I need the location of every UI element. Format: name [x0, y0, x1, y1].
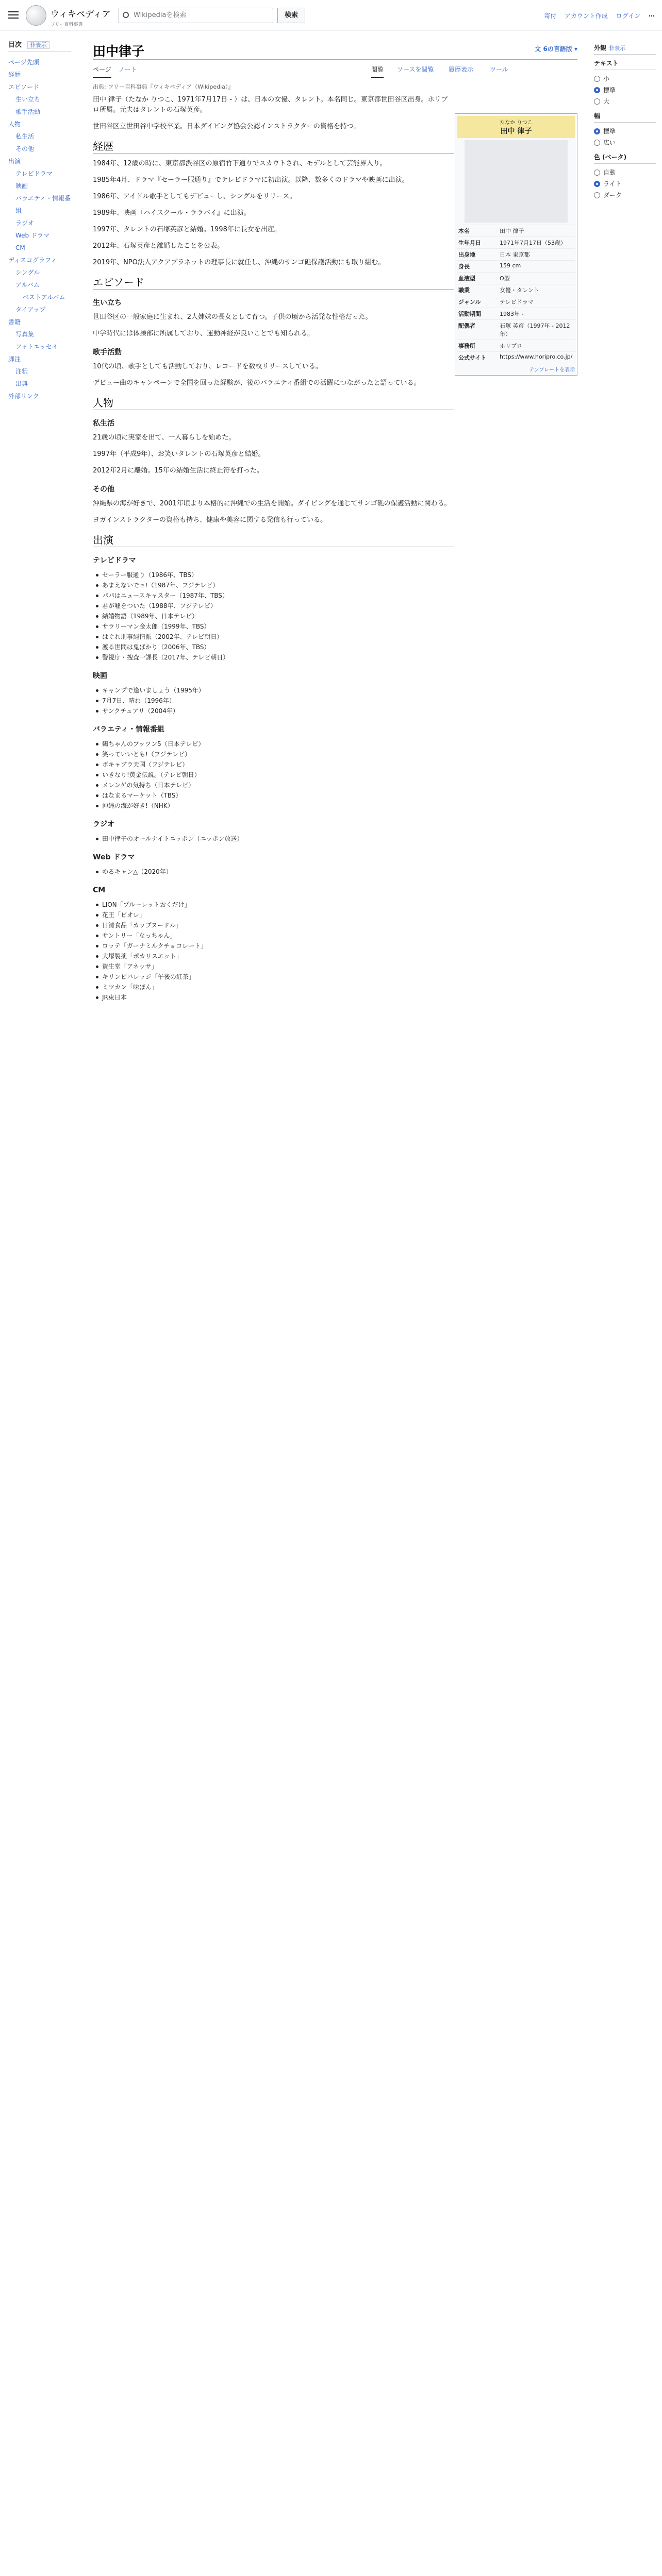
toc-item[interactable]: 書籍: [8, 318, 21, 326]
toc-item[interactable]: ラジオ: [15, 219, 35, 227]
site-wordmark[interactable]: [51, 7, 111, 27]
appearance-heading: 外観 非表示: [594, 43, 656, 55]
infobox-value: 159 cm: [500, 262, 521, 269]
toc-item[interactable]: 歌手活動: [15, 108, 41, 115]
toc-item[interactable]: フォトエッセイ: [15, 343, 58, 350]
list-item: LION「ブルーレットおくだけ」: [93, 900, 454, 910]
toc-item[interactable]: シングル: [15, 269, 40, 276]
page-title: 田中律子: [93, 44, 145, 59]
heading-web: Web ドラマ: [93, 853, 135, 861]
infobox-key: 公式サイト: [458, 354, 487, 361]
drama-list: [93, 570, 454, 663]
page-tabs: [93, 60, 577, 78]
heading-cm: CM: [93, 886, 106, 894]
paragraph: 2012年、石塚英彦と離婚したことを公表。: [93, 242, 224, 250]
top-header: [0, 0, 662, 31]
toc-item[interactable]: ベストアルバム: [23, 294, 65, 301]
donate-link[interactable]: 寄付: [544, 12, 557, 20]
career-list: [93, 159, 454, 268]
paragraph: デビュー曲のキャンペーンで全国を回った経験が、後のバラエティ番組での活躍につながったと語っている。: [93, 379, 421, 387]
toc-item[interactable]: 写真集: [15, 331, 35, 338]
infobox-value: 田中 律子: [500, 228, 524, 234]
paragraph: 1989年、映画『ハイスクール・ララバイ』に出演。: [93, 209, 251, 217]
list-item: 資生堂「アネッサ」: [93, 961, 454, 972]
other-list: [93, 499, 454, 526]
toc-item[interactable]: 注釈: [15, 368, 28, 375]
radio-option[interactable]: [594, 167, 656, 178]
list-item: ゆるキャン△（2020年）: [93, 867, 454, 877]
infobox-key: 血液型: [458, 275, 475, 282]
toc-item[interactable]: CM: [15, 244, 25, 251]
paragraph: 10代の頃、歌手としても活動しており、レコードを数枚リリースしている。: [93, 363, 322, 370]
heading-radio: ラジオ: [93, 820, 114, 828]
infobox-key: 身長: [458, 263, 470, 270]
tab-read[interactable]: 閲覧: [371, 65, 384, 78]
list-item: サントリー「なっちゃん」: [93, 930, 454, 941]
article-body: [93, 95, 454, 1003]
radio-label: 大: [603, 98, 610, 105]
appearance-hide-button[interactable]: 非表示: [608, 45, 626, 52]
list-item: はぐれ刑事純情派（2002年、テレビ朝日）: [93, 632, 454, 642]
paragraph: ヨガインストラクターの資格も持ち、健康や美容に関する発信も行っている。: [93, 516, 327, 524]
infobox-image-placeholder: [465, 140, 568, 223]
paragraph: 中学時代には体操部に所属しており、運動神経が良いことでも知られる。: [93, 330, 315, 337]
heading-private: 私生活: [93, 419, 114, 428]
main-content: [82, 31, 588, 1003]
list-item: 日清食品「カップヌードル」: [93, 920, 454, 930]
infobox-row: [457, 284, 575, 296]
radio-icon: [594, 76, 600, 82]
toc-item[interactable]: 映画: [15, 182, 28, 190]
list-item: いきなり!黄金伝説。（テレビ朝日）: [93, 770, 454, 780]
template-link[interactable]: テンプレートを表示: [528, 367, 575, 373]
list-item: キリンビバレッジ「午後の紅茶」: [93, 972, 454, 982]
infobox-value: 日本 東京都: [500, 251, 530, 258]
radio-option[interactable]: [594, 73, 656, 84]
search-icon: [123, 12, 129, 18]
radio-icon: [594, 170, 600, 176]
infobox-row: [457, 248, 575, 260]
list-item: セーラー服通り（1986年、TBS）: [93, 570, 454, 580]
tab-page[interactable]: ページ: [93, 65, 111, 78]
infobox-header: [457, 116, 575, 138]
infobox-key: 本名: [458, 228, 470, 234]
toc-item[interactable]: 出演: [8, 158, 21, 165]
infobox-key: 生年月日: [458, 240, 481, 246]
radio-icon: [594, 192, 600, 198]
toc-item[interactable]: 私生活: [15, 133, 35, 140]
radio-label: ダーク: [603, 192, 622, 199]
infobox-value: O型: [500, 275, 510, 282]
intro-paragraph-2: 世田谷区立世田谷中学校卒業。日本ダイビング協会公認インストラクターの資格を持つ。: [93, 123, 360, 130]
cm-list: [93, 900, 454, 1003]
paragraph: 1997年（平成9年）、お笑いタレントの石塚英彦と結婚。: [93, 450, 265, 458]
list-item: ロッテ「ガーナミルクチョコレート」: [93, 941, 454, 951]
radio-list: [93, 834, 454, 844]
list-item: サラリーマン金太郎（1999年、TBS）: [93, 621, 454, 632]
paragraph: 1986年、アイドル歌手としてもデビューし、シングルをリリース。: [93, 193, 296, 200]
toc-item[interactable]: バラエティ・情報番組: [15, 195, 71, 214]
infobox-key: 職業: [458, 287, 470, 294]
radio-option[interactable]: [594, 126, 656, 137]
site-name: ウィキペディア: [51, 9, 111, 20]
list-item: 7月7日、晴れ（1996年）: [93, 696, 454, 706]
heading-singer: 歌手活動: [93, 348, 122, 357]
infobox-value: 1983年 -: [500, 311, 524, 317]
radio-label: 小: [603, 75, 610, 82]
paragraph: 2019年、NPO法人アクアプラネットの理事長に就任し、沖縄のサンゴ礁保護活動にも取り組む。: [93, 259, 385, 266]
list-item: サンクチュアリ（2004年）: [93, 706, 454, 716]
list-item: 渡る世間は鬼ばかり（2006年、TBS）: [93, 642, 454, 652]
heading-movie: 映画: [93, 672, 107, 680]
heading-career: 経歴: [93, 141, 454, 154]
infobox-row: [457, 260, 575, 272]
radio-label: 標準: [603, 87, 616, 94]
toc-item[interactable]: 人物: [8, 121, 21, 128]
heading-variety: バラエティ・情報番組: [93, 725, 164, 734]
heading-drama: テレビドラマ: [93, 556, 136, 565]
infobox-row: [457, 351, 575, 363]
toc-item[interactable]: 出典: [15, 380, 28, 387]
list-item: 鶴ちゃんのプッツン5（日本テレビ）: [93, 739, 454, 749]
radio-label: 標準: [603, 128, 616, 135]
list-item: 花王「ビオレ」: [93, 910, 454, 920]
list-item: 田中律子のオールナイトニッポン（ニッポン放送）: [93, 834, 454, 844]
infobox: [455, 113, 577, 376]
toc-item[interactable]: エピソード: [8, 83, 40, 91]
radio-icon: [594, 98, 600, 105]
infobox-row: [457, 296, 575, 308]
infobox-value: https://www.horipro.co.jp/: [500, 353, 573, 360]
create-account-link[interactable]: アカウント作成: [565, 12, 608, 20]
infobox-row: [457, 340, 575, 351]
toc-item[interactable]: 生い立ち: [15, 96, 41, 103]
infobox-value: 石塚 英彦（1997年 - 2012年）: [500, 323, 570, 337]
toc-item[interactable]: タイアップ: [15, 306, 46, 313]
infobox-key: 出身地: [458, 251, 475, 258]
text-size-heading: テキスト: [594, 59, 656, 70]
radio-option[interactable]: [594, 178, 656, 190]
paragraph: 世田谷区の一般家庭に生まれ、2人姉妹の長女として育つ。子供の頃から活発な性格だった。: [93, 313, 372, 321]
site-tagline: フリー百科事典: [51, 22, 83, 27]
appearance-panel: [594, 31, 656, 201]
toc-item[interactable]: 経歴: [8, 71, 21, 78]
toc-item[interactable]: Web ドラマ: [15, 232, 49, 239]
infobox-key: ジャンル: [458, 299, 481, 306]
search-input[interactable]: Wikipediaを検索: [119, 8, 273, 23]
list-item: メレンゲの気持ち（日本テレビ）: [93, 780, 454, 790]
toc-item[interactable]: アルバム: [15, 281, 40, 289]
toc-item[interactable]: ページ先頭: [8, 59, 39, 66]
infobox-row: [457, 236, 575, 248]
singer-list: [93, 362, 454, 388]
radio-option[interactable]: [594, 84, 656, 96]
toc-item[interactable]: その他: [15, 145, 35, 152]
radio-option[interactable]: [594, 190, 656, 201]
radio-label: 自動: [603, 169, 616, 176]
infobox-row: [457, 319, 575, 340]
personal-tools: [538, 11, 655, 20]
list-item: ボキャブラ天国（フジテレビ）: [93, 759, 454, 770]
radio-label: 広い: [603, 139, 616, 146]
tab-view-source[interactable]: ソースを閲覧: [397, 66, 434, 73]
upbringing-list: [93, 312, 454, 339]
variety-list: [93, 739, 454, 811]
infobox-key: 活動期間: [458, 311, 481, 317]
infobox-rows: [457, 225, 575, 363]
list-item: パパはニュースキャスター（1987年、TBS）: [93, 590, 454, 601]
article-tagline: 出典: フリー百科事典『ウィキペディア（Wikipedia）』: [93, 83, 234, 90]
toc-hide-button[interactable]: 非表示: [27, 41, 49, 49]
tab-talk[interactable]: ノート: [119, 66, 137, 73]
list-item: ミツカン「味ぽん」: [93, 982, 454, 992]
toc-list: [8, 56, 71, 402]
paragraph: 沖縄県の海が好きで、2001年頃より本格的に沖縄での生活を開始。ダイビングを通じてサンゴ礁の保護活動に関わる。: [93, 500, 451, 507]
paragraph: 1984年、12歳の時に、東京都渋谷区の原宿竹下通りでスカウトされ、モデルとして芸能界入り。: [93, 160, 387, 167]
list-item: JR東日本: [93, 992, 454, 1003]
movie-list: [93, 685, 454, 716]
radio-icon: [594, 140, 600, 146]
radio-icon: [594, 87, 600, 93]
list-item: 警視庁・捜査一課長（2017年、テレビ朝日）: [93, 652, 454, 663]
width-options: [594, 126, 656, 148]
infobox-name: 田中 律子: [500, 127, 532, 135]
list-item: 君が嘘をついた（1988年、フジテレビ）: [93, 601, 454, 611]
radio-icon: [594, 128, 600, 134]
toc-item[interactable]: テレビドラマ: [15, 170, 53, 177]
radio-icon: [594, 181, 600, 187]
list-item: はなまるマーケット（TBS）: [93, 790, 454, 801]
more-icon[interactable]: ⋯: [649, 12, 655, 20]
intro-paragraph: 田中 律子（たなか りつこ、1971年7月17日 - ）は、日本の女優、タレント。本名同じ。東京都世田谷区出身。ホリプロ所属。元夫はタレントの石塚英彦。: [93, 96, 448, 114]
list-item: キャンプで逢いましょう（1995年）: [93, 685, 454, 696]
toc-item[interactable]: ディスコグラフィ: [8, 257, 57, 264]
list-item: 笑っていいとも!（フジテレビ）: [93, 749, 454, 759]
width-heading: 幅: [594, 111, 656, 123]
paragraph: 21歳の頃に実家を出て、一人暮らしを始めた。: [93, 434, 236, 442]
private-list: [93, 433, 454, 476]
tab-history[interactable]: 履歴表示: [449, 66, 474, 73]
list-item: あまえないでョ!（1987年、フジテレビ）: [93, 580, 454, 590]
heading-appearance: 出演: [93, 535, 454, 547]
login-link[interactable]: ログイン: [616, 12, 641, 20]
heading-episode: エピソード: [93, 277, 454, 290]
infobox-value: ホリプロ: [500, 343, 522, 349]
paragraph: 1985年4月、ドラマ『セーラー服通り』でテレビドラマに初出演。以降、数多くのドラマや映画に出演。: [93, 176, 409, 184]
infobox-key: 事務所: [458, 343, 475, 349]
list-item: 結婚物語（1989年、日本テレビ）: [93, 611, 454, 621]
infobox-key: 配偶者: [458, 323, 475, 329]
toc-item[interactable]: 外部リンク: [8, 393, 39, 400]
infobox-value: テレビドラマ: [500, 299, 534, 306]
infobox-value: 女優・タレント: [500, 287, 539, 294]
infobox-row: [457, 308, 575, 319]
toc-item[interactable]: 脚注: [8, 355, 21, 363]
infobox-row: [457, 272, 575, 284]
infobox-kana: たなか りつこ: [500, 120, 533, 126]
infobox-row: [457, 225, 575, 236]
heading-upbringing: 生い立ち: [93, 299, 122, 307]
language-button[interactable]: 文 6の言語版 ▾: [535, 45, 577, 53]
color-options: [594, 167, 656, 201]
menu-icon[interactable]: [7, 9, 20, 22]
infobox-value: 1971年7月17日（53歳）: [500, 240, 566, 246]
text-size-options: [594, 73, 656, 107]
paragraph: 2012年2月に離婚。15年の結婚生活に終止符を打った。: [93, 467, 263, 474]
table-of-contents: [0, 31, 77, 402]
color-heading: 色 (ベータ): [594, 152, 656, 164]
wikipedia-logo[interactable]: [26, 5, 46, 26]
radio-label: ライト: [603, 180, 622, 188]
list-item: 沖縄の海が好き!（NHK）: [93, 801, 454, 811]
paragraph: 1997年、タレントの石塚英彦と結婚。1998年に長女を出産。: [93, 226, 281, 233]
heading-other: その他: [93, 485, 114, 494]
radio-option[interactable]: [594, 96, 656, 107]
web-list: [93, 867, 454, 877]
radio-option[interactable]: [594, 137, 656, 148]
list-item: 大塚製薬「ポカリスエット」: [93, 951, 454, 961]
toc-heading: 目次 非表示: [8, 39, 71, 52]
heading-person: 人物: [93, 398, 454, 410]
search-button[interactable]: 検索: [277, 8, 305, 23]
tab-tools[interactable]: ツール: [490, 66, 508, 73]
